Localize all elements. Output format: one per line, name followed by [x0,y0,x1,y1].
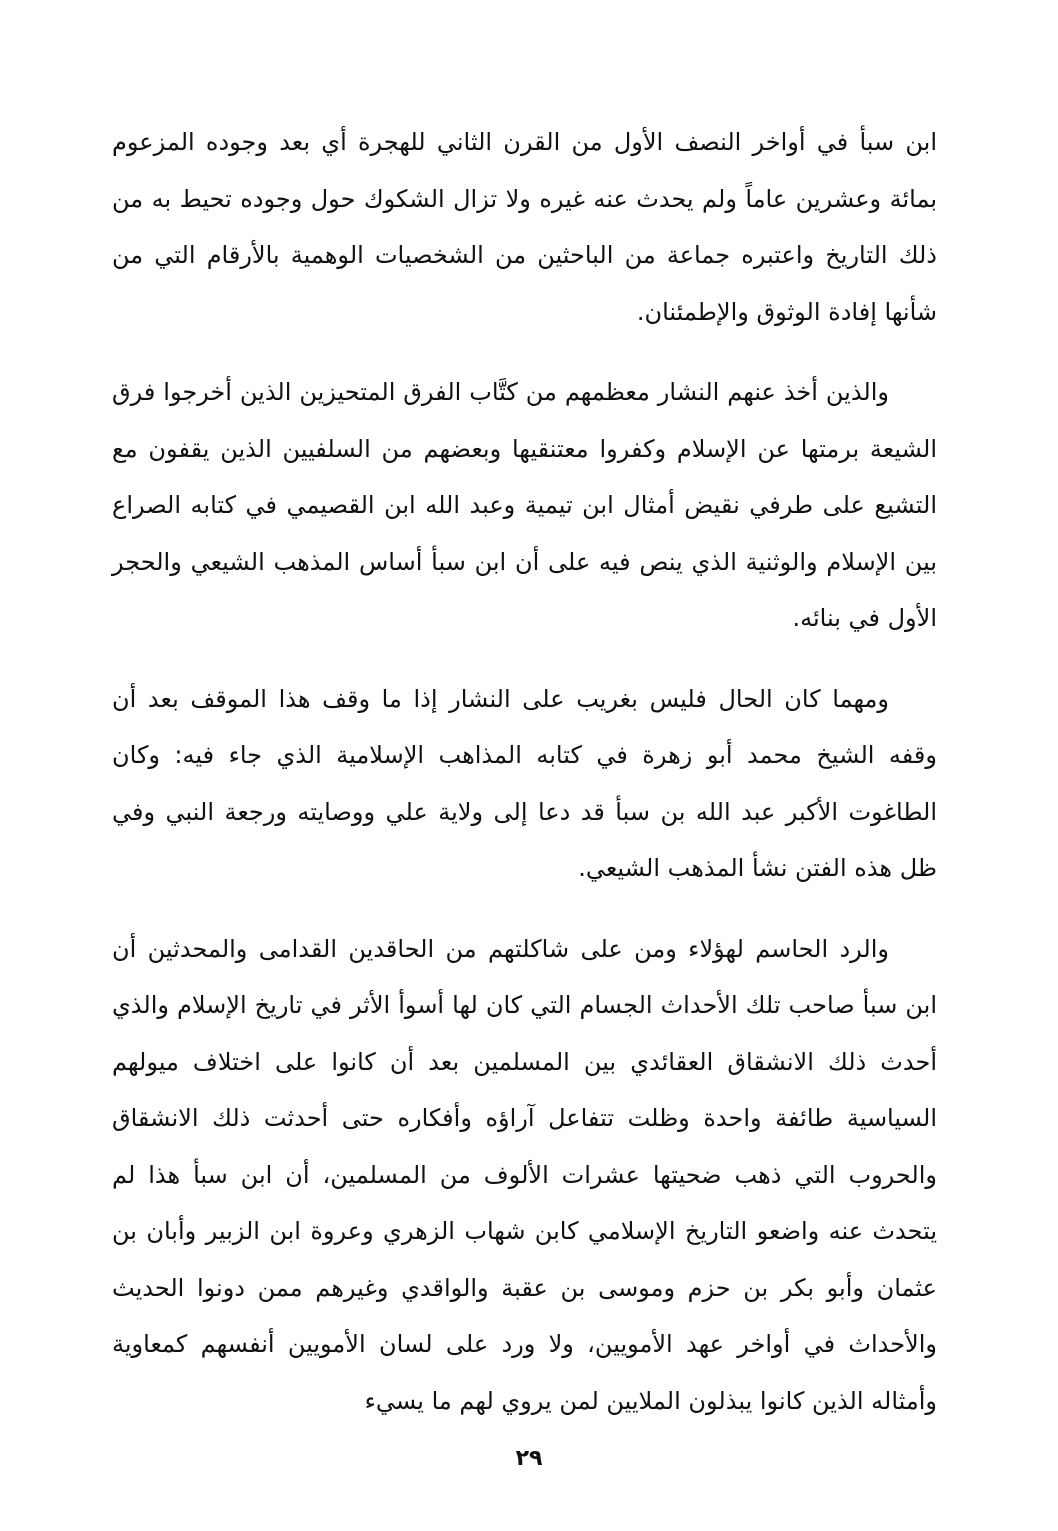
paragraph-3: ومهما كان الحال فليس بغريب على النشار إذا ما وقف هذا الموقف بعد أن وقفه الشيخ محمد أبو زهرة في كتابه المذاهب الإسلامية الذي جاء فيه: وكان الطاغوت الأكبر عبد الله بن سبأ قد دعا إلى ولاية علي ووصايته ورجعة النبي وفي ظل هذه الفتن نشأ المذهب الشيعي. [112,684,937,882]
page-number: ٢٩ [515,1446,543,1471]
paragraph-4: والرد الحاسم لهؤلاء ومن على شاكلتهم من الحاقدين القدامى والمحدثين أن ابن سبأ صاحب تلك الأحداث الجسام التي كان لها أسوأ الأثر في تاريخ الإسلام والذي أحدث ذلك الانشقاق العقائدي بين المسلمين بعد أن كانوا على اختلاف ميولهم السياسية طائفة واحدة وظلت تتفاعل آراؤه وأفكاره حتى أحدثت ذلك الانشقاق والحروب التي ذهب ضحيتها عشرات الألوف من المسلمين، أن ابن سبأ هذا لم يتحدث عنه واضعو التاريخ الإسلامي كابن شهاب الزهري وعروة ابن الزبير وأبان بن عثمان وأبو بكر بن حزم وموسى بن عقبة والواقدي وغيرهم ممن دونوا الحديث والأحداث في أواخر عهد الأمويين، ولا ورد على لسان الأمويين أنفسهم كمعاوية وأمثاله الذين كانوا يبذلون الملايين لمن يروي لهم ما يسيء [112,934,937,1415]
paragraph-2: والذين أخذ عنهم النشار معظمهم من كتَّاب الفرق المتحيزين الذين أخرجوا فرق الشيعة برمتها عن الإسلام وكفروا معتنقيها وبعضهم من السلفيين الذين يقفون مع التشيع على طرفي نقيض أمثال ابن تيمية وعبد الله ابن القصيمي في كتابه الصراع بين الإسلام والوثنية الذي ينص فيه على أن ابن سبأ أساس المذهب الشيعي والحجر الأول في بنائه. [112,378,937,632]
paragraph-1: ابن سبأ في أواخر النصف الأول من القرن الثاني للهجرة أي بعد وجوده المزعوم بمائة وعشرين عاماً ولم يحدث عنه غيره ولا تزال الشكوك حول وجوده تحيط به من ذلك التاريخ واعتبره جماعة من الباحثين من الشخصيات الوهمية بالأرقام التي من شأنها إفادة الوثوق والإطمئنان. [112,128,937,326]
body-text [112,114,937,1453]
